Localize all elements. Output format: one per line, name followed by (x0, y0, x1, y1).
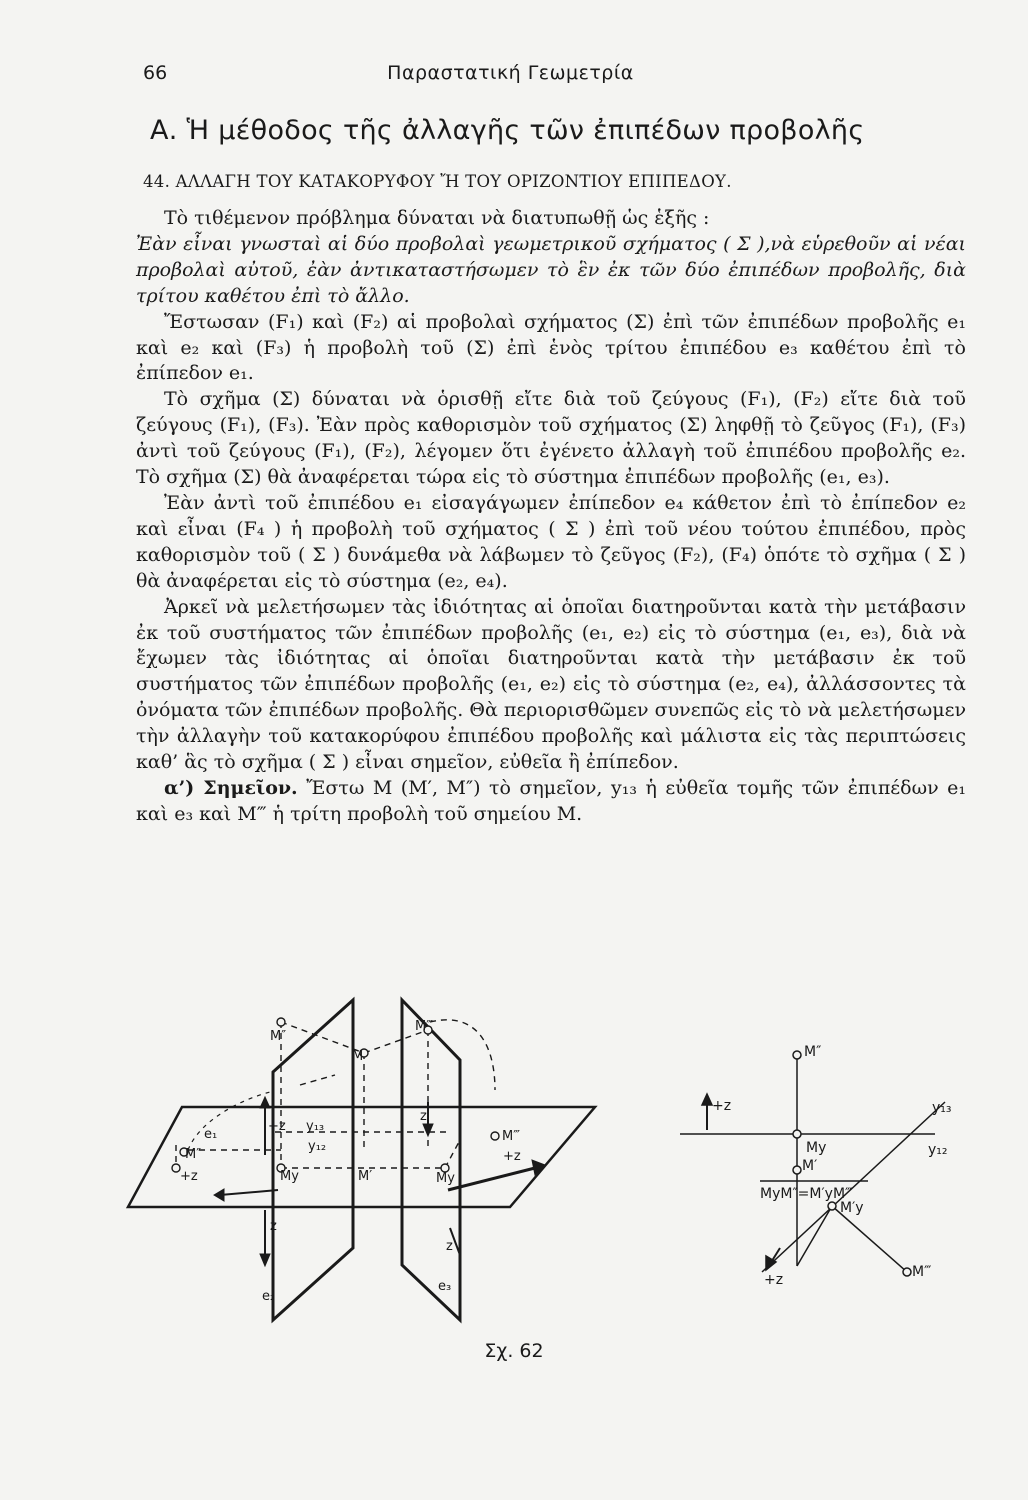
paragraph: Τὸ τιθέμενον πρόβλημα δύναται νὰ διατυπωθῇ ὡς ἑξῆς : (164, 207, 710, 229)
orthographic-labels (712, 1044, 952, 1288)
problem-statement: Ἐὰν εἶναι γνωσταὶ αἱ δύο προβολαὶ γεωμετρικοῦ σχήματος ( Σ ),νὰ εὑρεθοῦν αἱ νέαι προβολαὶ αὐτοῦ, ἐὰν ἀντικαταστήσωμεν τὸ ἓν ἐκ τῶν δύο ἐπιπέδων προβολῆς, διὰ τρίτου καθέτου ἐπὶ τὸ ἄλλο. (136, 232, 966, 307)
label-e2: e₂ (262, 1289, 276, 1304)
label-my-right: My (436, 1171, 455, 1186)
point-text: Ἔστω M (M′, M″) τὸ σημεῖον, y₁₃ ἡ εὐθεῖα τομῆς τῶν ἐπιπέδων e₁ καὶ e₃ καὶ M‴ ἡ τρίτη προβολὴ τοῦ σημείου M. (136, 776, 967, 825)
label-m2-left: M″ (185, 1147, 202, 1162)
label-m2-right: M″ (804, 1044, 822, 1060)
paragraph: Τὸ σχῆμα (Σ) δύναται νὰ ὁρισθῇ εἴτε διὰ τοῦ ζεύγους (F₁), (F₂) εἴτε διὰ τοῦ ζεύγους (F₁), (F₃). Ἐὰν πρὸς καθορισμὸν τοῦ σχήματος (Σ) ληφθῇ τὸ ζεῦγος (F₁), (F₃) ἀντὶ τοῦ ζεύγους (F₁), (F₂), λέγομεν ὅτι ἐγένετο ἀλλαγὴ τοῦ ἐπιπέδου προβολῆς e₂. Τὸ σχῆμα (Σ) θὰ ἀναφέρεται τώρα εἰς τὸ σύστημα ἐπιπέδων προβολῆς (e₁, e₃). (136, 388, 966, 489)
paragraph: Ἀρκεῖ νὰ μελετήσωμεν τὰς ἰδιότητας αἱ ὁποῖαι διατηροῦνται κατὰ τὴν μετάβασιν ἐκ τοῦ συστήματος τῶν ἐπιπέδων προβολῆς (e₁, e₂) εἰς τὸ σύστημα (e₁, e₃), διὰ νὰ ἔχωμεν τὰς ἰδιότητας αἱ ὁποῖαι διατηροῦνται κατὰ τὴν μετάβασιν ἐκ τοῦ συστήματος τῶν ἐπιπέδων προβολῆς (e₁, e₂) εἰς τὸ σύστημα (e₂, e₄), ἀλλάσσοντες τὰ ὀνόματα τῶν ἐπιπέδων προβολῆς. Θὰ περιορισθῶμεν συνεπῶς εἰς τὸ νὰ μελετήσωμεν τὴν ἀλλαγὴν τοῦ κατακορύφου ἐπιπέδου προβολῆς καὶ μάλιστα εἰς τὰς περιπτώσεις καθ’ ἃς τὸ σχῆμα ( Σ ) εἶναι σημεῖον, εὐθεῖα ἢ ἐπίπεδον. (136, 595, 966, 774)
label-z5: z (420, 1109, 427, 1124)
label-z6: z (446, 1239, 453, 1254)
label-pz-bottom: +z (764, 1272, 784, 1288)
paragraph: Ἔστωσαν (F₁) καὶ (F₂) αἱ προβολαὶ σχήματος (Σ) ἐπὶ τῶν ἐπιπέδων προβολῆς e₁ καὶ e₂ καὶ (F₃) ἡ προβολὴ τοῦ (Σ) ἐπὶ ἑνὸς τρίτου ἐπιπέδου e₃ καθέτου ἐπὶ τὸ ἐπίπεδον e₁. (136, 310, 966, 385)
label-pz1: +z (180, 1169, 198, 1184)
page-number: 66 (143, 62, 168, 84)
label-y12-right: y₁₂ (928, 1142, 948, 1158)
label-m3: M‴ (415, 1019, 433, 1034)
label-y12: y₁₂ (308, 1139, 327, 1154)
label-e3: e₃ (438, 1279, 452, 1294)
label-my: My (280, 1169, 299, 1184)
perspective-labels (180, 1019, 521, 1304)
label-myp-right: M′y (840, 1200, 864, 1216)
label-y13-right: y₁₃ (932, 1100, 952, 1116)
label-m3-right: M‴ (912, 1264, 932, 1280)
label-m3-right: M‴ (502, 1129, 520, 1144)
section-title: Α. Ἡ μέθοδος τῆς ἀλλαγῆς τῶν ἐπιπέδων προβολῆς (150, 115, 865, 146)
figure-caption: Σχ. 62 (484, 1340, 544, 1362)
paragraph-point (136, 776, 966, 828)
label-m2: M″ (270, 1029, 287, 1044)
label-m1-right: M′ (802, 1158, 818, 1174)
label-m: M (352, 1049, 364, 1064)
running-title: Παραστατική Γεωμετρία (387, 62, 634, 84)
figure-62 (120, 990, 960, 1330)
construction-lines (176, 1020, 495, 1168)
page-header (143, 62, 878, 96)
label-m1: M′ (358, 1169, 373, 1184)
label-my-right: My (806, 1140, 827, 1156)
point-heading: α’) Σημεῖον. (164, 776, 298, 799)
label-e1: e₁ (204, 1127, 218, 1142)
body-text (136, 206, 966, 828)
label-pz2: +z (268, 1119, 286, 1134)
plane-e3 (402, 1000, 460, 1320)
label-pz-top: +z (712, 1098, 732, 1114)
subsection-heading: 44. ΑΛΛΑΓΗ ΤΟΥ ΚΑΤΑΚΟΡΥΦΟΥ Ἤ ΤΟΥ ΟΡΙΖΟΝΤΙΟΥ ΕΠΙΠΕΔΟΥ. (143, 172, 732, 191)
label-pz3: +z (503, 1149, 521, 1164)
plane-e2 (273, 1000, 353, 1320)
paragraph: Ἐὰν ἀντὶ τοῦ ἐπιπέδου e₁ εἰσαγάγωμεν ἐπίπεδον e₄ κάθετον ἐπὶ τὸ ἐπίπεδον e₂ καὶ εἶναι (F₄ ) ἡ προβολὴ τοῦ σχήματος ( Σ ) ἐπὶ τοῦ νέου τούτου ἐπιπέδου, πρὸς καθορισμὸν τοῦ ( Σ ) δυνάμεθα νὰ λάβωμεν τὸ ζεῦγος (F₂), (F₄) ὁπότε τὸ σχῆμα ( Σ ) θὰ ἀναφέρεται εἰς τὸ σύστημα (e₂, e₄). (136, 491, 966, 592)
label-y13: y₁₃ (306, 1119, 325, 1134)
label-equality: MyM″=M′yM‴ (760, 1186, 853, 1202)
label-z4: z (270, 1219, 277, 1234)
